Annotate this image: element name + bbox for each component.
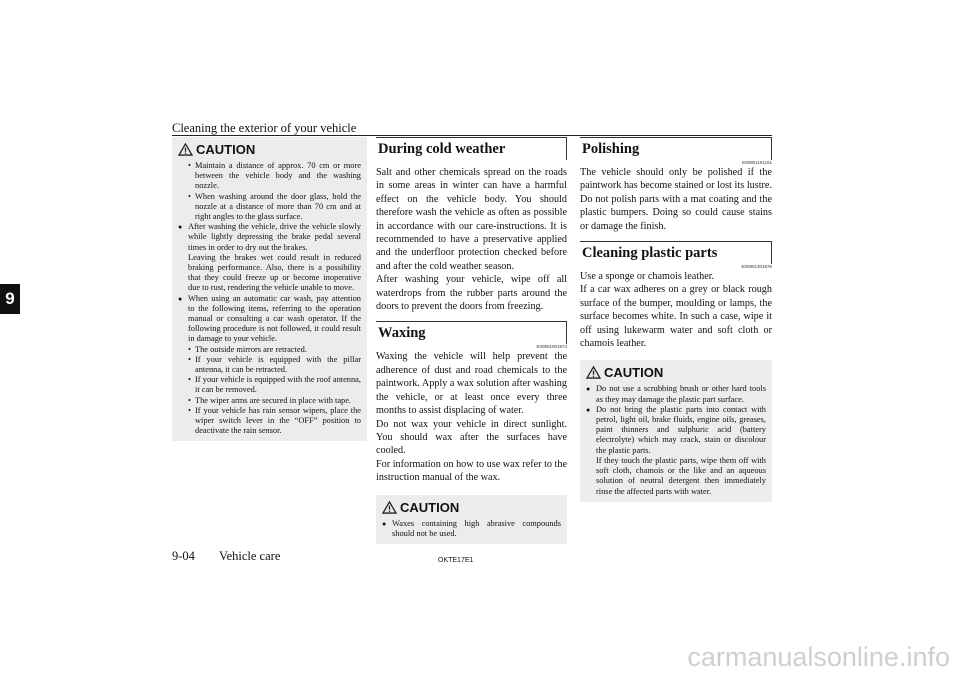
page-footer <box>172 549 280 564</box>
section-title-waxing: Waxing <box>376 321 567 344</box>
plastic-text: Use a sponge or chamois leather. <box>580 271 715 283</box>
section-code: E00901101151 <box>742 160 772 165</box>
caution-dot-list-a <box>178 161 361 222</box>
list-item: • The wiper arms are secured in place with tape. <box>188 395 352 405</box>
section-code: E00901301876 <box>741 264 772 270</box>
caution-bullet-continuation: If they touch the plastic parts, wipe them off with soft cloth, chamois or the like and an aqueous solution of neutral detergent then immediately rinse the affected parts with water. <box>596 455 766 496</box>
caution-title <box>382 500 561 515</box>
cold-weather-text: Salt and other chemicals spread on the roads in some areas in winter can have a harmful effect on the vehicle body. You should therefore wash the vehicle as often as possible in accordance with our care-instructions. It is recommended to have a preservative applied and the underfloor protection checked before and after the cold weather season. <box>376 167 567 272</box>
bullet-icon: ● <box>586 405 591 414</box>
caution-bullet: ● When using an automatic car wash, pay attention to the following items, referring to the operation manual or consulting a car wash operator. If the following procedure is not followed, it could result in damage to your vehicle. <box>178 293 361 344</box>
caution-bullet: ● Waxes containing high abrasive compounds should not be used. <box>382 518 561 538</box>
column-2 <box>376 137 567 544</box>
column-3 <box>580 137 772 502</box>
warning-triangle-icon <box>586 366 601 379</box>
list-item: • If your vehicle is equipped with the pillar antenna, it can be retracted. <box>188 354 361 375</box>
footer-section: Vehicle care <box>218 549 281 563</box>
caution-bullet: ● Do not bring the plastic parts into contact with petrol, light oil, brake fluids, engine oils, greases, paint thinners and sulphuric acid (battery electrolyte) which may crack, stain or discolour the plastic parts. <box>586 404 766 455</box>
caution-bullet: ● After washing the vehicle, drive the vehicle slowly while lightly depressing the brake pedal several times in order to dry out the brakes. <box>178 222 361 252</box>
section-title-cold-weather: During cold weather <box>376 137 567 160</box>
watermark: carmanualsonline.info <box>687 642 950 672</box>
caution-dot-list-b <box>178 345 361 437</box>
dot-icon: • <box>188 375 191 385</box>
page-number: 9-04 <box>172 549 195 563</box>
warning-triangle-icon <box>382 501 397 514</box>
caution-label: CAUTION <box>400 499 460 515</box>
page-header: Cleaning the exterior of your vehicle <box>172 121 357 135</box>
dot-icon: • <box>188 405 191 415</box>
waxing-text-3: For information on how to use wax refer to the instruction manual of the wax. <box>376 458 567 484</box>
caution-bullet-continuation: Leaving the brakes wet could result in reduced braking performance. Also, there is a possibility that they could freeze up or become inoperative due to rust, rendering the vehicle unable to move. <box>188 252 361 293</box>
plastic-text-2: If a car wax adheres on a grey or black rough surface of the bumper, moulding or lamps, the surface becomes white. In such a case, wipe it off using lukewarm water and soft cloth or chamois leather. <box>580 284 772 350</box>
dot-icon: • <box>188 395 191 405</box>
caution-box-1 <box>172 137 367 441</box>
section-title-polishing: Polishing <box>580 137 772 160</box>
warning-triangle-icon <box>178 143 193 156</box>
caution-label: CAUTION <box>196 142 256 157</box>
dot-icon: • <box>188 354 191 364</box>
polishing-text: The vehicle should only be polished if the paintwork has become stained or lost its lustre. Do not polish parts with a mat coating and the plastic bumpers. Doing so could cause stains or damage the finish. <box>580 167 772 232</box>
caution-title <box>586 365 766 380</box>
bullet-icon: ● <box>382 519 387 528</box>
document-code: OKTE17E1 <box>438 557 474 564</box>
waxing-text-2: Do not wax your vehicle in direct sunlight. You should wax after the surfaces have cooled. <box>376 418 567 457</box>
dot-icon: • <box>188 191 191 201</box>
bullet-icon: ● <box>586 385 591 394</box>
list-item: • If your vehicle has rain sensor wipers, place the wiper switch lever in the “OFF” position to deactivate the rain sensor. <box>188 405 361 436</box>
chapter-tab: 9 <box>0 284 20 314</box>
section-title-plastic: Cleaning plastic parts <box>580 241 772 264</box>
caution-box-2 <box>376 495 567 544</box>
header-rule <box>172 135 772 136</box>
caution-bullet: ● Do not use a scrubbing brush or other hard tools as they may damage the plastic part surface. <box>586 384 766 404</box>
cold-weather-text-2: After washing your vehicle, wipe off all waterdrops from the rubber parts around the doors to prevent the doors from freezing. <box>376 274 567 313</box>
caution-title <box>178 142 361 157</box>
caution-label: CAUTION <box>604 365 664 381</box>
waxing-text: Waxing the vehicle will help prevent the adherence of dust and road chemicals to the paintwork. Apply a wax solution after washing the vehicle, or at least once every three months to assist displacing of water. <box>376 351 567 417</box>
list-item: • The outside mirrors are retracted. <box>188 344 307 354</box>
list-item: • If your vehicle is equipped with the roof antenna, it can be removed. <box>188 375 361 395</box>
dot-icon: • <box>188 344 191 354</box>
bullet-icon: ● <box>178 223 183 232</box>
list-item: • Maintain a distance of approx. 70 cm or more between the vehicle body and the washing nozzle. <box>188 161 361 191</box>
caution-box-3 <box>580 360 772 501</box>
dot-icon: • <box>188 161 191 170</box>
bullet-icon: ● <box>178 294 183 303</box>
column-1 <box>172 137 367 441</box>
list-item: • When washing around the door glass, hold the nozzle at a distance of more than 70 cm and at right angles to the glass surface. <box>188 191 361 222</box>
section-code: E00901001974 <box>536 344 567 350</box>
